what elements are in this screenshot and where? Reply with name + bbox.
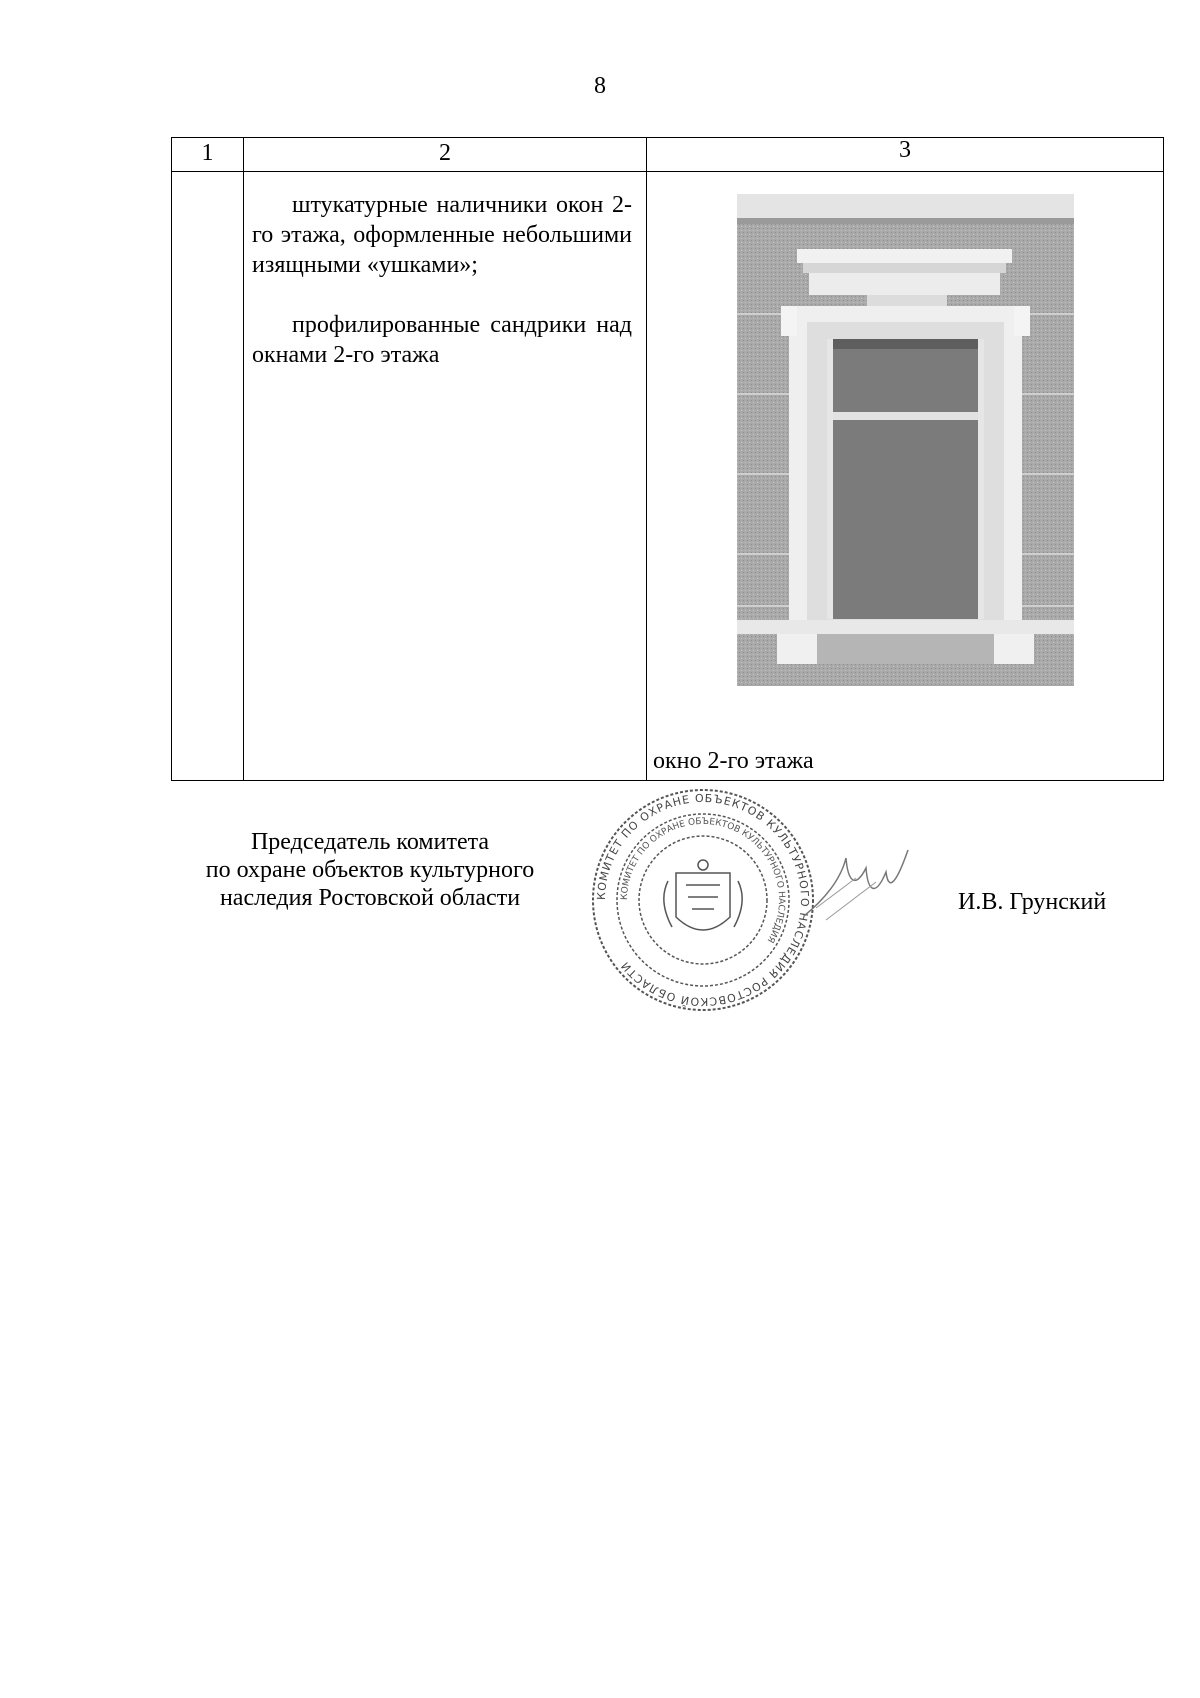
official-seal: [588, 785, 818, 1015]
signer-name: И.В. Грунский: [958, 889, 1107, 915]
column-header-2: 2: [244, 138, 647, 172]
column-header-3: 3: [647, 138, 1164, 172]
window-photo: [737, 194, 1074, 686]
table-row: [172, 172, 1164, 781]
photo-cell: [647, 172, 1164, 781]
description-cell: [244, 172, 647, 781]
table-header-row: [172, 138, 1164, 172]
page-number: 8: [594, 73, 606, 99]
column-header-1: 1: [172, 138, 244, 172]
handwritten-signature: [796, 838, 916, 938]
seal-outer-text: КОМИТЕТ ПО ОХРАНЕ ОБЪЕКТОВ КУЛЬТУРНОГО НАСЛЕДИЯ РОСТОВСКОЙ ОБЛАСТИ: [594, 791, 812, 1009]
monument-elements-table: [171, 137, 1164, 781]
seal-inner-text: КОМИТЕТ ПО ОХРАНЕ ОБЪЕКТОВ КУЛЬТУРНОГО НАСЛЕДИЯ: [619, 816, 787, 945]
description-paragraph: штукатурные наличники окон 2-го этажа, оформленные небольшими изящными «ушками»;: [252, 192, 632, 278]
signatory-position: [160, 828, 580, 912]
position-line: по охране объектов культурного: [205, 857, 535, 883]
coat-of-arms-icon: [664, 860, 742, 930]
description-paragraph: профилированные сандрики над окнами 2-го этажа: [252, 312, 632, 368]
row-number-cell: [172, 172, 244, 781]
position-line: наследия Ростовской области: [219, 885, 521, 911]
photo-caption: окно 2-го этажа: [653, 748, 814, 774]
position-line: Председатель комитета: [250, 829, 490, 855]
